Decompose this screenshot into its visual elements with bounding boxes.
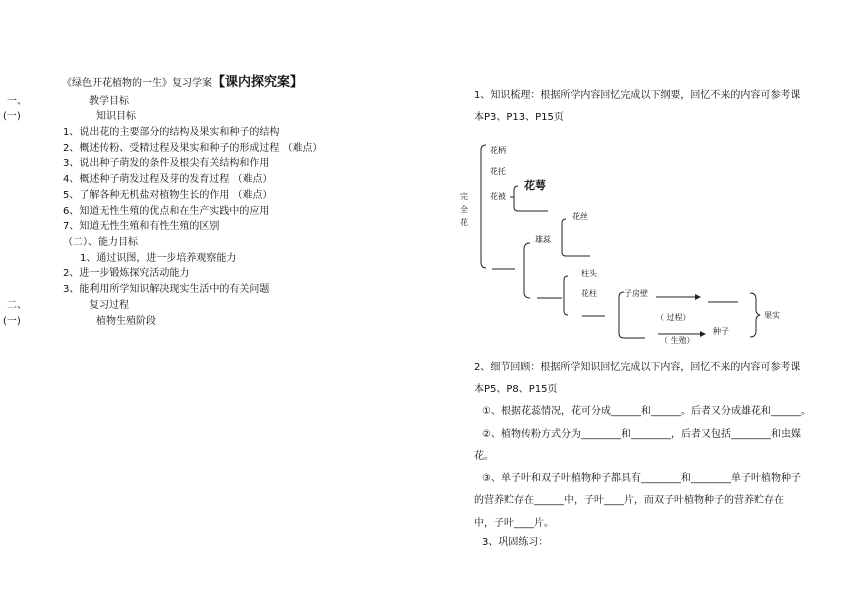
- label-huazhu: 花柱: [581, 289, 597, 298]
- section-2-number: 二、: [7, 300, 27, 311]
- question-3-line-3: 中，子叶____片。: [474, 518, 554, 529]
- label-zhongzi: 种子: [713, 327, 729, 336]
- label-huasi: 花丝: [572, 212, 588, 221]
- ability-goal-1: 1、通过识图，进一步培养观察能力: [80, 253, 237, 264]
- peizhu-arrowhead: [700, 331, 706, 337]
- ability-goal-2: 2、进一步锻炼探究活动能力: [63, 268, 190, 279]
- rui-bracket: [524, 243, 530, 298]
- label-huatuo: 花托: [490, 167, 506, 176]
- question-2-line-1: ②、植物传粉方式分为________和________，后者又包括________和虫媒: [482, 429, 801, 440]
- question-3-line-2: 的营养贮存在______中，子叶____片，而双子叶植物种子的营养贮存在: [474, 495, 784, 506]
- zifangbi-arrowhead: [695, 294, 701, 300]
- label-hua: 花: [460, 218, 468, 227]
- label-quan: 全: [460, 205, 468, 214]
- knowledge-goal-6: 6、知道无性生殖的优点和在生产实践中的应用: [63, 206, 270, 217]
- question-2-line-2: 花。: [474, 451, 494, 462]
- knowledge-goal-7: 7、知道无性生殖和有性生殖的区别: [63, 221, 220, 232]
- xiongrui-bracket: [562, 219, 566, 256]
- section-2-title: 复习过程: [89, 300, 129, 311]
- ability-goal-3: 3、能利用所学知识解决现实生活中的有关问题: [63, 284, 270, 295]
- label-zifangbi: 子房壁: [624, 289, 648, 298]
- section-1-number: 一、: [7, 96, 27, 107]
- huabei-bracket: [514, 186, 518, 211]
- title-bold: 【课内探究案】: [212, 75, 304, 90]
- cirui-bracket: [564, 276, 568, 315]
- part-1-line-1: 1、知识梳理：根据所学内容回忆完成以下纲要，回忆不来的内容可参考课: [474, 90, 801, 101]
- label-wan: 完: [460, 192, 468, 201]
- main-bracket: [481, 145, 486, 268]
- question-1: ①、根据花蕊情况，花可分成______和______。后者又分成雄花和______。: [482, 406, 811, 417]
- subsection-2-title: 植物生殖阶段: [96, 316, 156, 327]
- guoshi-brace: [750, 293, 760, 337]
- label-guoshi: 果实: [764, 311, 780, 320]
- knowledge-goal-4: 4、概述种子萌发过程及芽的发育过程 （难点）: [63, 174, 273, 185]
- label-guocheng: （ 过程）: [656, 313, 691, 322]
- part-1-line-2: 本P3、P13、P15页: [474, 112, 564, 123]
- ability-goals-title: （二）、能力目标: [63, 237, 138, 248]
- part-2-line-1: 2、细节回顾：根据所学知识回忆完成以下内容，回忆不来的内容可参考课: [474, 362, 801, 373]
- label-huabei: 花被: [490, 192, 506, 201]
- section-1-title: 教学目标: [89, 96, 129, 107]
- title-main: 《绿色开花植物的一生》复习学案: [62, 78, 212, 89]
- knowledge-goal-5: 5、了解各种无机盐对植物生长的作用 （难点）: [63, 190, 273, 201]
- label-xiongrui: 雄蕊: [535, 235, 551, 244]
- subsection-2-number: (一): [3, 316, 21, 327]
- part-2-line-2: 本P5、P8、P15页: [474, 384, 558, 395]
- label-zhutou: 柱头: [581, 269, 597, 278]
- subsection-1-title: 知识目标: [96, 111, 136, 122]
- question-3-line-1: ③、单子叶和双子叶植物种子都具有________和________单子叶植物种子: [482, 473, 801, 484]
- knowledge-goal-3: 3、说出种子萌发的条件及根尖有关结构和作用: [63, 158, 270, 169]
- label-huabing: 花柄: [490, 146, 506, 155]
- label-shengzhi: （ 生殖）: [660, 336, 695, 345]
- part-3-title: 3、巩固练习：: [482, 537, 549, 548]
- label-huae: 花萼: [524, 179, 546, 192]
- subsection-1-number: (一): [3, 111, 21, 122]
- knowledge-goal-2: 2、概述传粉、受精过程及果实和种子的形成过程 （难点）: [63, 143, 323, 154]
- knowledge-goal-1: 1、说出花的主要部分的结构及果实和种子的结构: [63, 127, 280, 138]
